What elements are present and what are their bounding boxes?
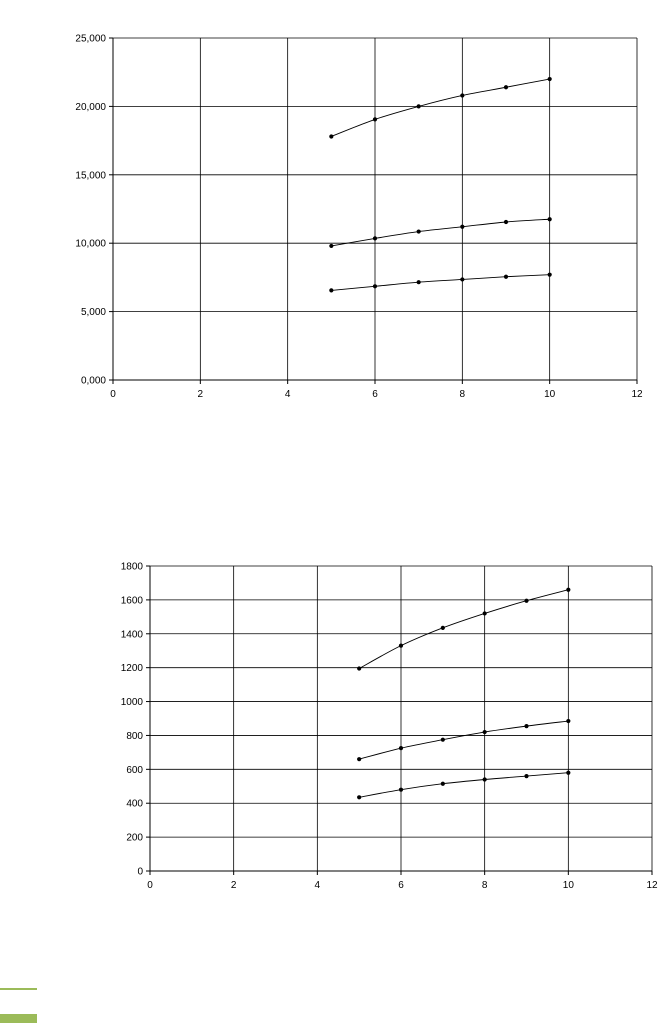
bottom-chart-y-tick-label-8: 1600 [120, 595, 143, 607]
bottom-chart-series-3-point-3 [441, 782, 445, 786]
bottom-chart-y-tick-label-1: 200 [126, 832, 143, 844]
bottom-chart-y-tick-label-6: 1200 [120, 663, 143, 675]
bottom-chart-x-tick-label-5: 10 [562, 880, 574, 891]
top-chart-y-tick-label-3: 15,000 [75, 170, 106, 182]
bottom-chart-series-1-line [359, 590, 568, 669]
bottom-chart-x-tick-label-0: 0 [147, 880, 153, 891]
bottom-chart-series-3-point-4 [483, 777, 487, 781]
top-chart-y-tick-label-5: 25,000 [75, 33, 106, 45]
bottom-chart-x-tick-label-3: 6 [398, 880, 404, 891]
bottom-chart-series-2-point-5 [524, 724, 528, 728]
top-chart-x-tick-label-2: 4 [284, 389, 291, 400]
bottom-chart-y-tick-label-3: 600 [126, 764, 143, 776]
top-chart-x-tick-label-5: 10 [544, 389, 556, 400]
decorative-rule-thick [0, 1014, 37, 1023]
top-chart-x-tick-label-4: 8 [459, 389, 466, 400]
bottom-chart-series-3-point-6 [566, 771, 570, 775]
bottom-chart-series-1-point-1 [357, 666, 361, 670]
top-chart-x-tick-label-6: 12 [631, 389, 643, 400]
bottom-chart-y-tick-label-9: 1800 [120, 561, 143, 573]
top-chart-x-tick-label-0: 0 [110, 389, 116, 400]
bottom-chart-series-2-line [359, 721, 568, 759]
bottom-chart-x-tick-label-6: 12 [646, 880, 658, 891]
bottom-chart-y-tick-label-2: 400 [126, 798, 143, 810]
bottom-chart-y-tick-label-0: 0 [137, 866, 143, 878]
top-chart-y-tick-label-2: 10,000 [75, 238, 106, 250]
top-chart-x-tick-label-3: 6 [372, 389, 378, 400]
bottom-chart-series-2-point-4 [483, 730, 487, 734]
bottom-chart-series-1-point-2 [399, 644, 403, 648]
bottom-chart-y-tick-label-5: 1000 [120, 697, 143, 709]
bottom-chart-series-3-point-2 [399, 788, 403, 792]
bottom-chart-series-3-line [359, 773, 568, 798]
top-chart-y-tick-label-1: 5,000 [80, 307, 106, 319]
top-chart-y-tick-label-4: 20,000 [75, 101, 106, 113]
bottom-chart-series-1-point-3 [441, 626, 445, 630]
bottom-chart-y-tick-label-4: 800 [126, 730, 143, 742]
bottom-chart-series-2-point-1 [357, 757, 361, 761]
bottom-chart-series-1-point-6 [566, 588, 570, 592]
bottom-chart-series-2-point-6 [566, 719, 570, 723]
bottom-chart-series-2-point-3 [441, 738, 445, 742]
bottom-chart-series-1-point-4 [483, 611, 487, 615]
bottom-chart-x-tick-label-4: 8 [481, 880, 488, 891]
bottom-chart-series-1-point-5 [524, 599, 528, 603]
decorative-rule-thin [0, 988, 37, 990]
bottom-chart-y-tick-label-7: 1400 [120, 629, 143, 641]
bottom-chart-x-tick-label-1: 2 [230, 880, 237, 891]
bottom-chart-series-3-point-1 [357, 795, 361, 799]
top-chart-x-tick-label-1: 2 [197, 389, 204, 400]
top-chart-y-tick-label-0: 0,000 [80, 375, 106, 387]
bottom-chart-series-3-point-5 [524, 774, 528, 778]
bottom-chart-x-tick-label-2: 4 [314, 880, 321, 891]
bottom-chart-series-2-point-2 [399, 746, 403, 750]
